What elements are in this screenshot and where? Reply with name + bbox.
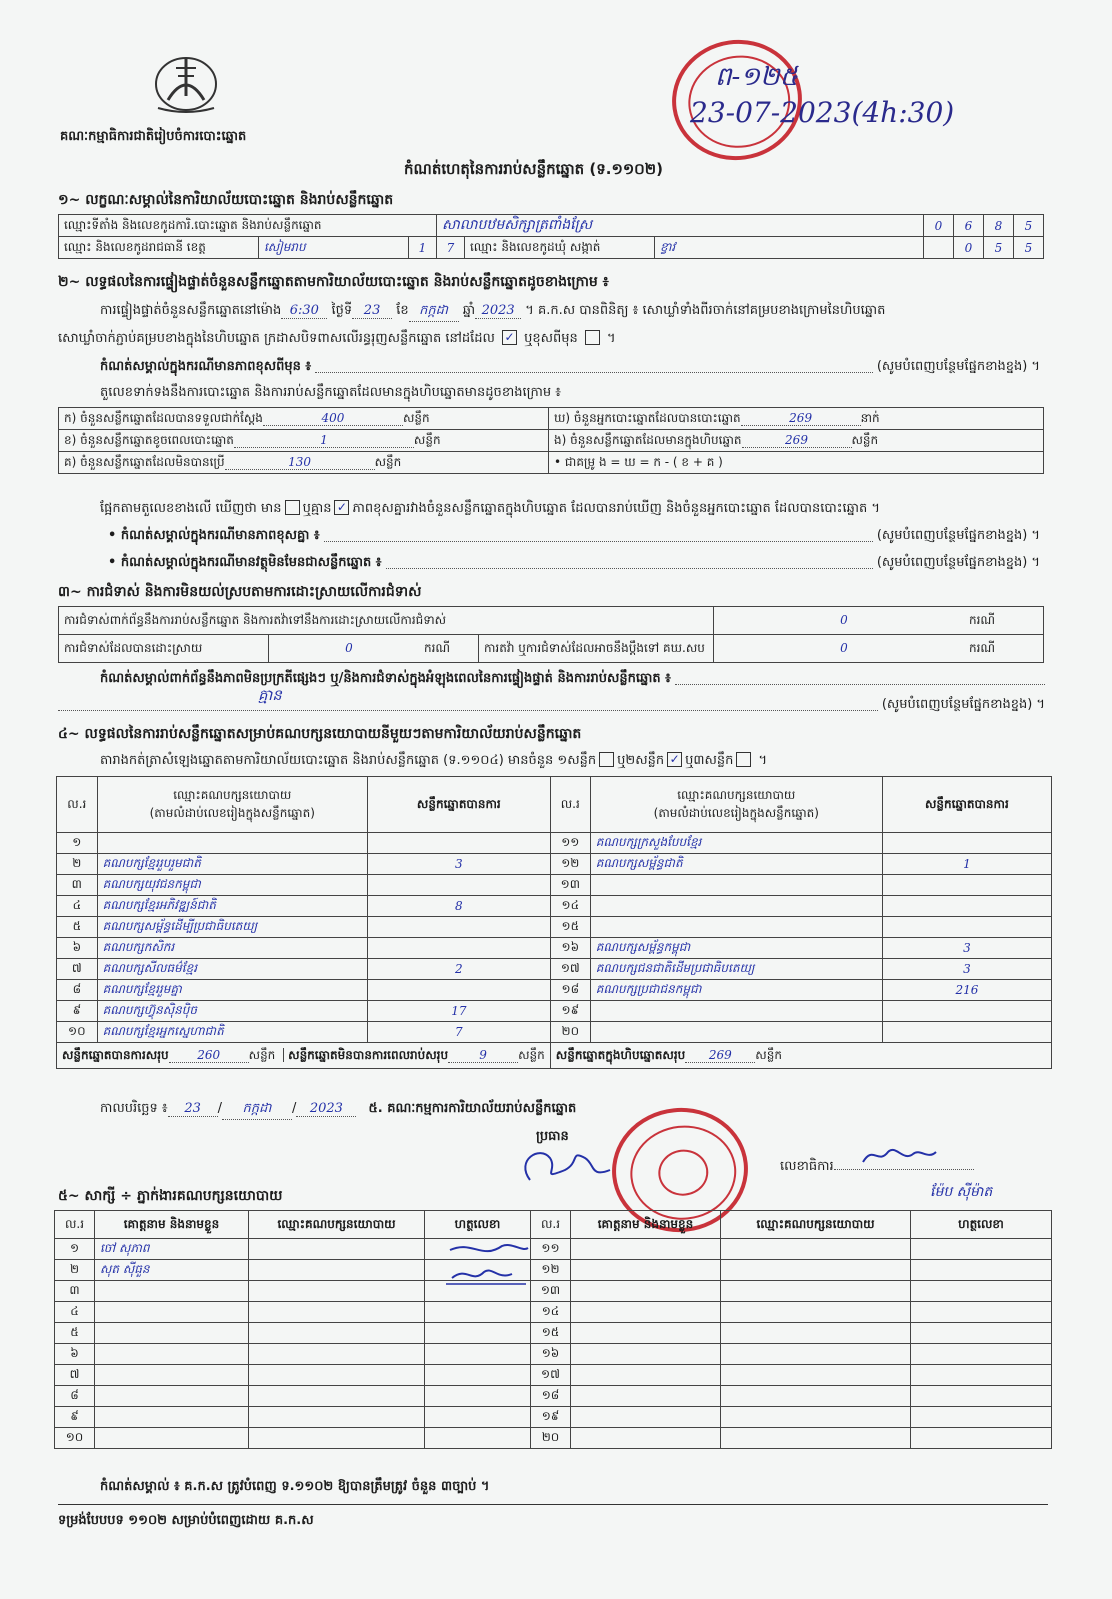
witness-sign-cell [425,1407,531,1428]
signoff-month: កក្កដា [222,1100,292,1120]
table-row [55,1428,1052,1449]
party-votes-cell [367,875,550,896]
verification-year: 2023 [475,303,521,319]
witness-col-no: ល.រ [55,1211,95,1239]
witness-number-cell: ១៨ [531,1386,571,1407]
formula-note: • ជាគម្រូ ង = ឃ = ក - ( ខ + គ ) [549,452,1044,474]
handwritten-reference-number: ព-១២៥ [715,62,799,92]
resolved-objections-value: 0 [345,640,353,655]
province-value: សៀមរាប [259,237,409,259]
party-votes-cell [367,938,550,959]
table-row [57,959,1052,980]
party-name-cell [590,917,882,938]
witness-sign-cell [911,1239,1052,1260]
witness-party-cell [721,1302,911,1323]
two-sheet-checkbox[interactable]: ✓ [667,752,682,767]
party-name-cell: គណបក្សខ្មែររួមគ្នា [97,980,367,1001]
witness-sign-cell [425,1344,531,1365]
party-name-cell: គណបក្សប្រជាជនកម្ពុជា [590,980,882,1001]
voters-voted-row: ឃ) ចំនួនអ្នកបោះឆ្នោតដែលបានបោះឆ្នោត 269 នាក់ [549,408,1044,430]
objections-count-label: ការជំទាស់ពាក់ព័ន្ធនឹងការរាប់សន្លឹកឆ្នោត និងការតវ៉ាទៅនឹងការដោះស្រាយលើការជំទាស់ [59,607,714,635]
national-emblem-icon [148,50,224,118]
witness-col-sign: ហត្ថលេខា [911,1211,1052,1239]
col-votes-left: សន្លឹកឆ្នោតបានការ [367,777,550,833]
col-party-right: ឈ្មោះគណបក្សនយោបាយ (តាមលំដាប់លេខរៀងក្នុងសន្លឹកឆ្នោត) [590,777,882,833]
witness-number-cell: ១៧ [531,1365,571,1386]
witness-sign-cell [425,1323,531,1344]
witness-sign-cell [425,1428,531,1449]
appeals-label: ការតវ៉ា ឬការជំទាស់ដែលអាចនឹងប្តឹងទៅ គឃ.សប [479,635,714,663]
col-no-left: ល.រ [57,777,98,833]
party-name-cell [590,1001,882,1022]
difference-note-line: កំណត់សម្គាល់ក្នុងករណីមានភាពខុសពីមុន ៖ (សូមបំពេញបន្ថែមផ្នែកខាងខ្នង) ។ [100,359,1040,374]
witness-sign-cell [911,1302,1052,1323]
unused-ballots-value: 130 [225,455,375,470]
witness-name-cell [95,1344,249,1365]
verification-month: កក្កដា [409,302,459,322]
commune-code-digit: 0 [954,237,984,259]
party-name-cell: គណបក្សហ៊្វុនស៊ិនប៉ិច [97,1001,367,1022]
witness-number-cell: ៤ [55,1302,95,1323]
witness-number-cell: ៧ [55,1365,95,1386]
party-number-cell: ១៤ [550,896,590,917]
irregularity-note-value: គ្មាន [258,686,282,704]
objections-count-value: 0 [840,612,848,627]
witness-name-cell [571,1281,721,1302]
party-number-cell: ១៣ [550,875,590,896]
station-name-value: សាលាបឋមសិក្សាត្រពាំងស្រែ [437,215,924,237]
irregularity-note-value-line: គ្មាន (សូមបំពេញបន្ថែមផ្នែកខាងខ្នង) ។ [58,696,1045,715]
witness-party-cell [249,1407,425,1428]
province-code-digit: 1 [409,237,437,259]
signoff-day: 23 [168,1101,218,1117]
party-number-cell: ៩ [57,1001,98,1022]
total-valid-value: 260 [169,1048,249,1063]
witness-name-cell [571,1386,721,1407]
col-party-left: ឈ្មោះគណបក្សនយោបាយ (តាមលំដាប់លេខរៀងក្នុងសន្លឹកឆ្នោត) [97,777,367,833]
witness-sign-cell [425,1302,531,1323]
party-number-cell: ៦ [57,938,98,959]
secretary-name: ម៉ែប ស៊ីម៉ាត [930,1184,993,1200]
witness-sign-cell [911,1260,1052,1281]
discrepancy-check-line: ផ្អែកតាមតួលេខខាងលើ ឃើញថា មាន ឬគ្មាន ✓ ភាពខុសគ្នារវាងចំនួនសន្លឹកឆ្នោតក្នុងហិបឆ្នោត ដែលបានរាប់ឃើញ និងចំនួនអ្នកបោះឆ្នោត ដែលបានបោះឆ្នោត ។ [100,500,880,516]
party-number-cell: ១៧ [550,959,590,980]
verification-time-line: ការផ្ទៀងផ្ទាត់ចំនួនសន្លឹកឆ្នោតនៅម៉ោង 6:30 ថ្ងៃទី 23 ខែ កក្កដា ឆ្នាំ 2023 ។ គ.ក.ស បានពិនិត្យ ៖ សោឃ្លាំទាំងពីរចាក់នៅគម្របខាងក្រោមនៃហិបឆ្នោត [100,302,1050,322]
table-row [55,1302,1052,1323]
ballots-in-box-value: 269 [742,433,852,448]
party-number-cell: ១៦ [550,938,590,959]
witness-col-name: គោត្តនាម និងនាមខ្លួន [95,1211,249,1239]
witness-col-name: គោត្តនាម និងនាមខ្លួន [571,1211,721,1239]
witness-sign-cell [425,1365,531,1386]
col-no-right: ល.រ [550,777,590,833]
province-label: ឈ្មោះ និងលេខកូដរាជធានី ខេត្ត [59,237,259,259]
ballots-received-row: ក) ចំនួនសន្លឹកឆ្នោតដែលបានទទួលជាក់ស្តែង 400 សន្លឹក [59,408,549,430]
witness-col-no: ល.រ [531,1211,571,1239]
station-code-digit: 0 [924,215,954,237]
three-sheet-checkbox[interactable] [736,752,751,767]
form-code: ទម្រង់បែបបទ ១១០២ សម្រាប់បំពេញដោយ គ.ក.ស [58,1513,314,1528]
witness-party-cell [249,1281,425,1302]
witness-party-cell [721,1239,911,1260]
foreign-object-remark-line: • កំណត់សម្គាល់ក្នុងករណីមានវត្ថុមិនមែនជាសន្លឹកឆ្នោត ៖ (សូមបំពេញបន្ថែមផ្នែកខាងខ្នង) ។ [108,555,1040,570]
party-name-cell: គណបក្សខ្មែរអ្នកស្នេហាជាតិ [97,1022,367,1043]
witness-party-cell [249,1386,425,1407]
witness-name-cell [95,1386,249,1407]
station-code-digit: 6 [954,215,984,237]
party-votes-cell: 7 [367,1022,550,1043]
party-votes-cell: 216 [882,980,1051,1001]
chief-label: ប្រធាន [536,1129,569,1144]
party-votes-cell: 1 [882,854,1051,875]
witness-number-cell: ១ [55,1239,95,1260]
table-row [57,938,1052,959]
chief-signature [510,1140,620,1190]
party-votes-cell: 3 [882,938,1051,959]
witness-name-cell [95,1323,249,1344]
witness-party-cell [721,1428,911,1449]
commune-label: ឈ្មោះ និងលេខកូដឃុំ សង្កាត់ [465,237,655,259]
witness-number-cell: ១០ [55,1428,95,1449]
party-name-cell: គណបក្សសម្ព័ន្ធជាតិ [590,854,882,875]
witness-sign-cell [911,1344,1052,1365]
figures-intro: តួលេខទាក់ទងនឹងការបោះឆ្នោត និងការរាប់សន្លឹកឆ្នោតដែលមានក្នុងហិបឆ្នោតមានដូចខាងក្រោម ៖ [100,385,561,400]
objections-table: ការជំទាស់ពាក់ព័ន្ធនឹងការរាប់សន្លឹកឆ្នោត និងការតវ៉ាទៅនឹងការដោះស្រាយលើការជំទាស់ 0 ករណី ការជំទាស់ដែលបានដោះស្រាយ 0 ករណី ការតវ៉ា ឬការជំទាស់ដែលអាចនឹងប្តឹងទៅ គឃ.សប 0 ករណី [58,606,1044,663]
one-sheet-checkbox[interactable] [599,752,614,767]
party-number-cell: ១៥ [550,917,590,938]
witness-name-cell [571,1344,721,1365]
witness-col-party: ឈ្មោះគណបក្សនយោបាយ [721,1211,911,1239]
witness-name-cell: សុត ស៊ីធួន [95,1260,249,1281]
party-number-cell: ១១ [550,833,590,854]
witness-sign-cell [425,1386,531,1407]
party-votes-cell: 3 [882,959,1051,980]
witness-name-cell [95,1281,249,1302]
section4-heading: ៤~ លទ្ធផលនៃការរាប់សន្លឹកឆ្នោតសម្រាប់គណបក្សនយោបាយនីមួយៗតាមការិយាល័យរាប់សន្លឹកឆ្នោត [58,726,582,742]
col-votes-right: សន្លឹកឆ្នោតបានការ [882,777,1051,833]
witness-name-cell [95,1407,249,1428]
witness-party-cell [249,1239,425,1260]
witness-number-cell: ៨ [55,1386,95,1407]
party-number-cell: ១២ [550,854,590,875]
witness-sign-cell [911,1365,1052,1386]
polling-station-table [58,214,1044,259]
table-row [57,1001,1052,1022]
party-votes-cell [882,896,1051,917]
party-votes-cell [882,1022,1051,1043]
table-row [57,917,1052,938]
irregularity-note-line: កំណត់សម្គាល់ពាក់ព័ន្ធនឹងភាពមិនប្រក្រតីផ្សេងៗ ឬ/និងការជំទាស់ក្នុងអំឡុងពេលនៃការផ្ទៀងផ្ទាត់ និងការរាប់សន្លឹកឆ្នោត ៖ [100,670,1045,689]
party-number-cell: ១០ [57,1022,98,1043]
unchanged-checkbox[interactable]: ✓ [502,330,517,345]
commune-value: ខ្វាវ [655,237,924,259]
total-valid-row: សន្លឹកឆ្នោតបានការសរុប 260 សន្លឹក សន្លឹកឆ្នោតមិនបានការពេលរាប់សរុប 9 សន្លឹក [57,1043,551,1069]
witness-party-cell [721,1365,911,1386]
witness-party-cell [721,1386,911,1407]
witness-party-cell [721,1344,911,1365]
witness-sign-cell [911,1386,1052,1407]
signoff-year: 2023 [296,1101,356,1117]
witness-sign-cell [911,1281,1052,1302]
witness-number-cell: ៥ [55,1323,95,1344]
section5-heading: ៥~ សាក្សី ÷ ភ្នាក់ងារគណបក្សនយោបាយ [58,1188,283,1204]
total-in-box-row: សន្លឹកឆ្នោតក្នុងហិបឆ្នោតសរុប 269 សន្លឹក [550,1043,1051,1069]
witness-number-cell: ១៤ [531,1302,571,1323]
form-title: កំណត់ហេតុនៃការរាប់សន្លឹកឆ្នោត (ទ.១១០២) [404,160,664,178]
party-name-cell: គណបក្សក្រសួងបែបខ្មែរ [590,833,882,854]
province-code-digit: 7 [437,237,465,259]
table-row [55,1281,1052,1302]
witness-number-cell: ២០ [531,1428,571,1449]
witness-party-cell [721,1260,911,1281]
section1-heading: ១~ លក្ខណៈសម្គាល់នៃការិយាល័យបោះឆ្នោត និងរាប់សន្លឹកឆ្នោត [58,192,394,208]
table-row [55,1260,1052,1281]
witness-name-cell [571,1302,721,1323]
witness-number-cell: ១៩ [531,1407,571,1428]
resolved-objections-label: ការជំទាស់ដែលបានដោះស្រាយ [59,635,269,663]
witness-party-cell [249,1323,425,1344]
witness-name-cell [95,1302,249,1323]
witness-number-cell: ១៦ [531,1344,571,1365]
secretary-signature [858,1140,938,1170]
party-name-cell [97,833,367,854]
verification-time: 6:30 [281,303,327,319]
party-votes-cell [882,833,1051,854]
table-row [57,854,1052,875]
witness-name-cell [571,1260,721,1281]
unused-ballots-row: គ) ចំនួនសន្លឹកឆ្នោតដែលមិនបានប្រើ 130 សន្លឹក [59,452,549,474]
party-votes-cell [367,917,550,938]
witness-number-cell: ១៣ [531,1281,571,1302]
signoff-date-line: កាលបរិច្ឆេទ ៖ 23 / កក្កដា / 2023 ៥. គណៈកម្មការការិយាល័យរាប់សន្លឹកឆ្នោត [100,1100,576,1120]
party-votes-cell: 3 [367,854,550,875]
party-name-cell: គណបក្សសីលធម៌ខ្មែរ [97,959,367,980]
witness-col-party: ឈ្មោះគណបក្សនយោបាយ [249,1211,425,1239]
witness-party-cell [249,1302,425,1323]
party-name-cell: គណបក្សយុវជនកម្ពុជា [97,875,367,896]
voters-voted-value: 269 [741,411,861,426]
spoiled-ballots-value: 1 [234,433,414,448]
witness-number-cell: ១២ [531,1260,571,1281]
verification-day: 23 [352,303,392,319]
ballots-received-value: 400 [263,411,403,426]
party-number-cell: ២ [57,854,98,875]
changed-checkbox[interactable] [585,330,600,345]
handwritten-received-date: 23-07-2023(4h:30) [690,96,955,129]
party-votes-cell [882,1001,1051,1022]
party-name-cell [590,896,882,917]
section3-heading: ៣~ ការជំទាស់ និងការមិនយល់ស្របតាមការដោះស្រាយលើការជំទាស់ [58,584,422,600]
station-name-label: ឈ្មោះទីតាំង និងលេខកូដការិ.បោះឆ្នោត និងរាប់សន្លឹកឆ្នោត [59,215,437,237]
party-number-cell: ៤ [57,896,98,917]
witness-name-cell [571,1239,721,1260]
party-name-cell [590,875,882,896]
party-number-cell: ១៨ [550,980,590,1001]
witness-number-cell: ១១ [531,1239,571,1260]
witness-party-cell [249,1344,425,1365]
witness-name-cell [571,1407,721,1428]
section2-heading: ២~ លទ្ធផលនៃការផ្ទៀងផ្ទាត់ចំនួនសន្លឹកឆ្នោតតាមការិយាល័យបោះឆ្នោត និងរាប់សន្លឹកឆ្នោតដូចខាងក្រោម ៖ [58,274,609,290]
table-row [55,1407,1052,1428]
party-votes-cell [367,833,550,854]
witness-name-cell [95,1428,249,1449]
witness-number-cell: ១៥ [531,1323,571,1344]
party-number-cell: ២០ [550,1022,590,1043]
total-invalid-value: 9 [448,1048,518,1063]
spoiled-ballots-row: ខ) ចំនួនសន្លឹកឆ្នោតខូចពេលបោះឆ្នោត 1 សន្លឹក [59,430,549,452]
footer-note: កំណត់សម្គាល់ ៖ គ.ក.ស ត្រូវបំពេញ ទ.១១០២ ឱ្យបានត្រឹមត្រូវ ចំនួន ៣ច្បាប់ ។ [100,1479,490,1494]
witness-name-cell: ចៅ សុភាព [95,1239,249,1260]
witness-name-cell [571,1365,721,1386]
commune-code-digit: 5 [984,237,1014,259]
witness-name-cell [571,1428,721,1449]
station-code-digit: 5 [1014,215,1044,237]
witness-party-cell [249,1260,425,1281]
witness-party-cell [721,1281,911,1302]
total-in-box-value: 269 [685,1048,755,1063]
org-name: គណៈកម្មាធិការជាតិរៀបចំការបោះឆ្នោត [60,129,247,144]
party-number-cell: ៥ [57,917,98,938]
party-name-cell [590,1022,882,1043]
party-number-cell: ៨ [57,980,98,1001]
witness-number-cell: ៩ [55,1407,95,1428]
party-votes-cell: 17 [367,1001,550,1022]
tally-sheet-count-line: តារាងកត់ត្រាសំឡេងឆ្នោតតាមការិយាល័យបោះឆ្នោត និងរាប់សន្លឹកឆ្នោត (ទ.១១០៤) មានចំនួន ១សន្លឹក ឬ២សន្លឹក ✓ ឬ៣សន្លឹក ។ [100,752,768,768]
no-difference-checkbox[interactable]: ✓ [334,500,349,515]
party-name-cell: គណបក្សជនជាតិដើមប្រជាធិបតេយ្យ [590,959,882,980]
party-votes-cell [882,917,1051,938]
has-difference-checkbox[interactable] [285,500,300,515]
witness-name-cell [95,1365,249,1386]
table-row [55,1386,1052,1407]
table-row [55,1344,1052,1365]
secretary-line: លេខាធិការ [780,1158,974,1177]
party-votes-cell: 2 [367,959,550,980]
witness-party-cell [721,1323,911,1344]
witness-party-cell [721,1407,911,1428]
table-row [57,980,1052,1001]
witness-table [54,1210,1052,1449]
party-votes-cell [367,980,550,1001]
witness-number-cell: ២ [55,1260,95,1281]
table-row [57,875,1052,896]
witness-name-cell [571,1323,721,1344]
party-name-cell: គណបក្សសម្ព័ន្ធដើម្បីប្រជាធិបតេយ្យ [97,917,367,938]
witness-party-cell [249,1428,425,1449]
witness-sign-cell [911,1428,1052,1449]
party-votes-cell: 8 [367,896,550,917]
party-number-cell: ១៩ [550,1001,590,1022]
party-name-cell: គណបក្សកសិករ [97,938,367,959]
party-name-cell: គណបក្សសម្ព័ន្ធកម្ពុជា [590,938,882,959]
witness-signatures [442,1240,532,1290]
party-number-cell: ៧ [57,959,98,980]
difference-remark-line: • កំណត់សម្គាល់ក្នុងករណីមានភាពខុសគ្នា ៖ (សូមបំពេញបន្ថែមផ្នែកខាងខ្នង) ។ [108,528,1040,543]
party-number-cell: ១ [57,833,98,854]
station-code-digit: 8 [984,215,1014,237]
party-results-table [56,776,1052,1069]
table-row [55,1239,1052,1260]
ballots-in-box-row: ង) ចំនួនសន្លឹកឆ្នោតដែលមានក្នុងហិបឆ្នោត 269 សន្លឹក [549,430,1044,452]
table-row [55,1323,1052,1344]
commune-code-digit: 5 [1014,237,1044,259]
witness-sign-cell [911,1407,1052,1428]
witness-sign-cell [911,1323,1052,1344]
seal-status-line: សោឃ្លាំចាក់ភ្ជាប់គម្របខាងក្នុងនៃហិបឆ្នោត ក្រដាសបិទពាសលើរន្ធរុញសន្លឹកឆ្នោត នៅដដែល ✓ ឬខុសពីមុន ។ [58,330,616,346]
table-row [57,896,1052,917]
appeals-value: 0 [840,640,848,655]
witness-number-cell: ៣ [55,1281,95,1302]
ballot-figures-table [58,407,1044,474]
witness-col-sign: ហត្ថលេខា [425,1211,531,1239]
party-name-cell: គណបក្សខ្មែររួបរួមជាតិ [97,854,367,875]
committee-label: ៥. គណៈកម្មការការិយាល័យរាប់សន្លឹកឆ្នោត [368,1101,577,1116]
party-number-cell: ៣ [57,875,98,896]
party-name-cell: គណបក្សខ្មែរអភិវឌ្ឍន៍ជាតិ [97,896,367,917]
table-row [57,833,1052,854]
witness-number-cell: ៦ [55,1344,95,1365]
table-row [55,1365,1052,1386]
witness-party-cell [249,1365,425,1386]
party-votes-cell [882,875,1051,896]
table-row [57,1022,1052,1043]
